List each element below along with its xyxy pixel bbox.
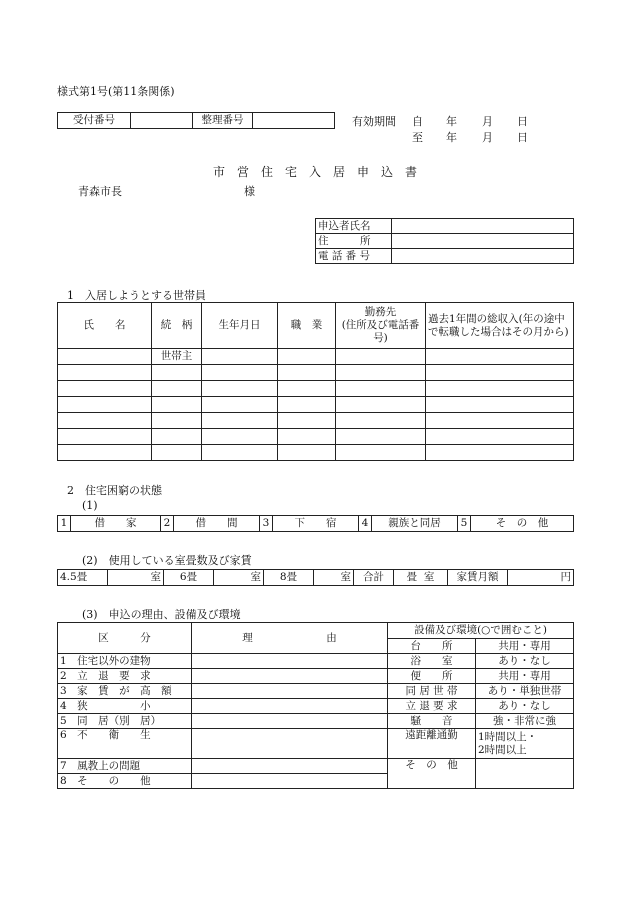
member-birth[interactable]	[202, 413, 278, 429]
reason-field[interactable]	[192, 669, 388, 684]
rent-field[interactable]: 円	[508, 570, 574, 586]
reason-category: 4 狭 小	[58, 699, 192, 714]
applicant-address-label: 住 所	[316, 234, 392, 249]
member-job[interactable]	[278, 381, 336, 397]
col-reason: 理 由	[192, 623, 388, 654]
facility-option[interactable]: あり・単独世帯	[476, 684, 574, 699]
member-income[interactable]	[426, 445, 574, 461]
member-workplace[interactable]	[336, 429, 426, 445]
reason-field[interactable]	[192, 684, 388, 699]
reason-field[interactable]	[192, 759, 388, 774]
reason-field[interactable]	[192, 699, 388, 714]
col-relation: 続 柄	[152, 303, 202, 349]
member-birth[interactable]	[202, 429, 278, 445]
facility-option[interactable]: あり・なし	[476, 699, 574, 714]
member-relation[interactable]	[152, 397, 202, 413]
to-day-label: 日	[517, 131, 528, 144]
household-table	[57, 302, 574, 461]
member-income[interactable]	[426, 349, 574, 365]
section2-heading: 2 住宅困窮の状態	[67, 484, 162, 497]
reason-field[interactable]	[192, 654, 388, 669]
member-birth[interactable]	[202, 397, 278, 413]
facility-label: 立 退 要 求	[388, 699, 476, 714]
member-workplace[interactable]	[336, 413, 426, 429]
col-name: 氏 名	[58, 303, 152, 349]
member-relation[interactable]	[152, 445, 202, 461]
table-row	[58, 365, 574, 381]
applicant-address-field[interactable]	[392, 234, 574, 249]
member-birth[interactable]	[202, 349, 278, 365]
reason-category: 8 そ の 他	[58, 774, 192, 789]
facility-label: 同 居 世 帯	[388, 684, 476, 699]
facility-label: そ の 他	[388, 759, 476, 789]
applicant-name-label: 申込者氏名	[316, 219, 392, 234]
member-relation[interactable]	[152, 429, 202, 445]
member-relation[interactable]	[152, 365, 202, 381]
member-job[interactable]	[278, 397, 336, 413]
reason-category: 5 同 居（別 居）	[58, 714, 192, 729]
reason-field[interactable]	[192, 774, 388, 789]
rent-label: 家賃月額	[448, 570, 508, 586]
housing-type-number: 2	[161, 516, 174, 532]
facility-option[interactable]	[476, 759, 574, 789]
housing-type-number: 5	[458, 516, 471, 532]
validity-label: 有効期間	[352, 115, 396, 128]
total-label: 合計	[354, 570, 394, 586]
room-size-label: 8畳	[264, 570, 314, 586]
housing-type-number: 4	[359, 516, 372, 532]
member-birth[interactable]	[202, 445, 278, 461]
applicant-phone-label: 電 話 番 号	[316, 249, 392, 264]
validity-from-label: 自	[412, 115, 423, 128]
reason-category: 2 立 退 要 求	[58, 669, 192, 684]
facility-option[interactable]: 共用・専用	[476, 669, 574, 684]
housing-type-number: 3	[260, 516, 273, 532]
member-relation[interactable]	[152, 381, 202, 397]
member-income[interactable]	[426, 413, 574, 429]
member-birth[interactable]	[202, 381, 278, 397]
room-size-label: 4.5畳	[58, 570, 108, 586]
from-month-label: 月	[482, 115, 493, 128]
housing-type-option[interactable]: 下 宿	[273, 516, 359, 532]
member-job[interactable]	[278, 445, 336, 461]
to-month-label: 月	[482, 131, 493, 144]
member-birth[interactable]	[202, 365, 278, 381]
facility-label: 騒 音	[388, 714, 476, 729]
facility-label: 便 所	[388, 669, 476, 684]
to-year-label: 年	[446, 131, 457, 144]
member-name[interactable]	[58, 445, 152, 461]
housing-type-option[interactable]: 借 家	[71, 516, 161, 532]
member-name[interactable]	[58, 365, 152, 381]
room-count-field[interactable]: 室	[108, 570, 164, 586]
reason-category: 1 住宅以外の建物	[58, 654, 192, 669]
reason-category: 6 不 衛 生	[58, 729, 192, 759]
receipt-number-field[interactable]	[131, 113, 193, 129]
housing-type-option[interactable]: 親族と同居	[372, 516, 458, 532]
reason-category: 3 家 賃 が 高 額	[58, 684, 192, 699]
member-job[interactable]	[278, 349, 336, 365]
member-workplace[interactable]	[336, 381, 426, 397]
member-workplace[interactable]	[336, 397, 426, 413]
admin-number-table	[57, 112, 335, 129]
member-job[interactable]	[278, 429, 336, 445]
table-row	[58, 413, 574, 429]
applicant-table	[315, 218, 574, 264]
facility-label: 台 所	[388, 639, 476, 654]
receipt-number-label: 受付番号	[58, 113, 131, 129]
member-income[interactable]	[426, 381, 574, 397]
reference-number-label: 整理番号	[193, 113, 253, 129]
room-count-field[interactable]: 室	[214, 570, 264, 586]
room-size-label: 6畳	[164, 570, 214, 586]
reason-field[interactable]	[192, 729, 388, 759]
reference-number-field[interactable]	[253, 113, 335, 129]
member-job[interactable]	[278, 365, 336, 381]
member-relation[interactable]	[152, 413, 202, 429]
col-birth: 生年月日	[202, 303, 278, 349]
table-row	[58, 445, 574, 461]
member-income[interactable]	[426, 397, 574, 413]
reasons-table	[57, 622, 574, 789]
applicant-name-field[interactable]	[392, 219, 574, 234]
room-count-field[interactable]: 室	[314, 570, 354, 586]
housing-type-option[interactable]: そ の 他	[471, 516, 574, 532]
member-name[interactable]	[58, 429, 152, 445]
member-name[interactable]	[58, 413, 152, 429]
total-tatami-field[interactable]	[394, 570, 448, 586]
document-title: 市 営 住 宅 入 居 申 込 書	[213, 165, 418, 179]
table-row	[58, 429, 574, 445]
member-workplace[interactable]	[336, 349, 426, 365]
validity-to-label: 至	[412, 131, 423, 144]
addressee-name: 青森市長	[78, 185, 122, 198]
member-name[interactable]	[58, 381, 152, 397]
member-relation[interactable]: 世帯主	[152, 349, 202, 365]
facility-label: 遠距離通勤	[388, 729, 476, 759]
addressee-honorific: 様	[244, 185, 255, 198]
section1-heading: 1 入居しようとする世帯員	[67, 289, 206, 302]
col-facility: 設備及び環境(○で囲むこと)	[388, 623, 574, 639]
member-name[interactable]	[58, 349, 152, 365]
col-category: 区 分	[58, 623, 192, 654]
table-row	[58, 381, 574, 397]
reason-category: 7 風教上の問題	[58, 759, 192, 774]
table-row	[58, 397, 574, 413]
reasons-sub-heading: (3) 申込の理由、設備及び環境	[82, 608, 241, 621]
reason-field[interactable]	[192, 714, 388, 729]
facility-option[interactable]: 1時間以上・ 2時間以上	[476, 729, 574, 759]
facility-option[interactable]: あり・なし	[476, 654, 574, 669]
member-income[interactable]	[426, 365, 574, 381]
member-job[interactable]	[278, 413, 336, 429]
form-id: 様式第1号(第11条関係)	[57, 85, 175, 98]
col-workplace: 勤務先 (住所及び電話番号)	[336, 303, 426, 349]
rooms-rent-table	[57, 569, 574, 586]
rooms-sub-heading: (2) 使用している室畳数及び家賃	[82, 554, 252, 567]
facility-option[interactable]: 強・非常に強	[476, 714, 574, 729]
member-workplace[interactable]	[336, 365, 426, 381]
housing-type-table	[57, 515, 574, 532]
applicant-phone-field[interactable]	[392, 249, 574, 264]
housing-type-option[interactable]: 借 間	[174, 516, 260, 532]
col-job: 職 業	[278, 303, 336, 349]
tatami-unit: 畳	[406, 571, 418, 583]
member-name[interactable]	[58, 397, 152, 413]
member-workplace[interactable]	[336, 445, 426, 461]
facility-label: 浴 室	[388, 654, 476, 669]
facility-option[interactable]: 共用・専用	[476, 639, 574, 654]
col-income: 過去1年間の総収入(年の途中で転職した場合はその月から)	[426, 303, 574, 349]
table-row	[58, 349, 574, 365]
housing-sub-heading: (1)	[82, 499, 98, 512]
room-unit: 室	[423, 571, 435, 583]
from-year-label: 年	[446, 115, 457, 128]
from-day-label: 日	[517, 115, 528, 128]
member-income[interactable]	[426, 429, 574, 445]
housing-type-number: 1	[58, 516, 71, 532]
